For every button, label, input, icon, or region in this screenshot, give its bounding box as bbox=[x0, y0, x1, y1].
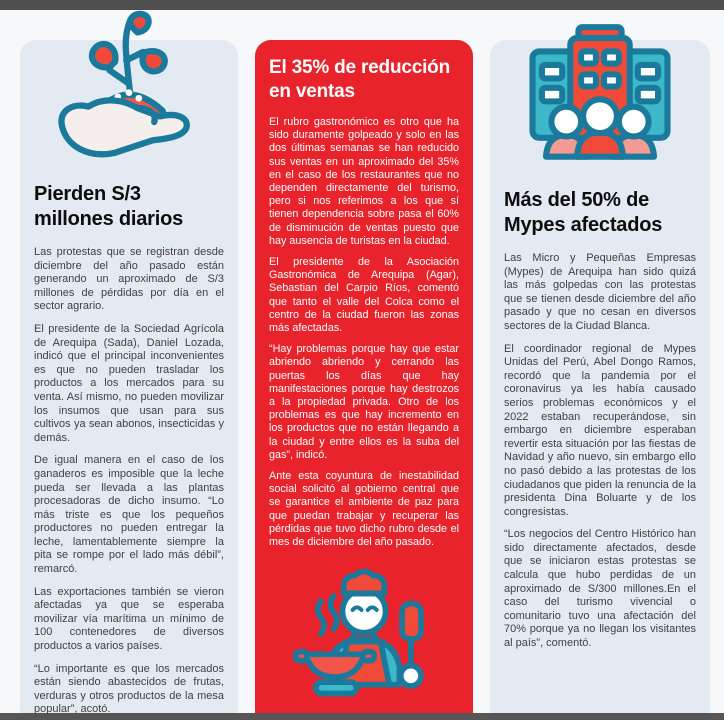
agro-paragraph: “Lo importante es que los mercados están siendo abastecidos de frutas, verduras y otros productos de la mesa popular”, acotó. bbox=[34, 662, 224, 716]
mypes-paragraph: “Los negocios del Centro Histórico han sido directamente afectados, desde que se iniciaron estas protestas se calcula que hubo perdidas de un aproximado de S/300 millones.En el caso del turismo vivencial o comunitario tuvo una afectación del 70% porque ya no llegan los visitantes al país”, comentó. bbox=[504, 528, 696, 650]
agro-card-title: Pierden S/3 millones diarios bbox=[34, 183, 184, 230]
sales-paragraph: Ante esta coyuntura de inestabilidad social solicitó al gobierno central que se garantice el ambiente de paz para que puedan trabajar y recuperar las pérdidas que tuvo dicho rubro desde el mes de diciembre del año pasado. bbox=[269, 470, 459, 549]
mypes-paragraph: Las Micro y Pequeñas Empresas (Mypes) de Arequipa han sido quizá las más golpedas con las protestas que se tienen desde diciembre del año pasado y que no cesan en diversos sectores de la Ciudad Blanca. bbox=[504, 252, 696, 332]
sales-paragraph: El rubro gastronómico es otro que ha sido duramente golpeado y solo en las dos últimas semanas se han reducido sus ventas en un aproximado del 35% en el caso de los restaurantes que no dependen directamente del turismo, pero si nos referimos a los que sí tienen dependencia sobre pasa el 60% de disminución de ventas puesto que hay ausencia de turistas en la ciudad. bbox=[269, 116, 459, 247]
card-agro-losses bbox=[20, 40, 238, 716]
sales-card-body bbox=[255, 40, 473, 549]
mypes-card-title: Más del 50% de Mypes afectados bbox=[504, 189, 663, 236]
agro-paragraph: El presidente de la Sociedad Agrícola de Arequipa (Sada), Daniel Lozada, indicó que el principal inconvenientes es que no pueden trasladar los productos a los mercados para su venta. Así mismo, no pueden movilizar los insumos que usan para sus cultivos ya sean abonos, insecticidas y demás. bbox=[34, 322, 224, 444]
agro-paragraph: Las exportaciones también se vieron afectadas ya que se esperaba movilizar vía marítima un mínimo de 100 contenedores de diversos productos a varios países. bbox=[34, 585, 224, 653]
mypes-paragraph: El coordinador regional de Mypes Unidas del Perú, Abel Dongo Ramos, recordó que la pandemia por el coronavirus ya les había causado serios problemas económicos y el 2022 estaban recuperándose, sin embargo en diciembre esperaban revertir esta situación por las fiestas de Navidad y año nuevo, sin embargo ello no pasó debido a las protestas de los ciudadanos que piden la renuncia de la presidenta Dina Boluarte y de los congresistas. bbox=[504, 342, 696, 518]
agro-paragraph: Las protestas que se registran desde diciembre del año pasado están generando un aproximado de S/3 millones de pérdidas por día en el sector agrario. bbox=[34, 246, 224, 313]
hand-sprout-icon bbox=[45, 10, 213, 178]
card-sales-reduction bbox=[255, 40, 473, 713]
sales-paragraph: “Hay problemas porque hay que estar abriendo abriendo y cerrando las puertas los días que hay manifestaciones porque hay destrozos a la propiedad privada. Otro de los problemas es que hay incremento en los productos que no están llegando a la ciudad y entre ellos es la suba del gas”, indicó. bbox=[269, 343, 459, 461]
sales-paragraph: El presidente de la Asociación Gastronómica de Arequipa (Agar), Sebastian del Carpio Ríos, comentó que tanto el valle del Colca como el centro de la ciudad fueron las zonas más afectadas. bbox=[269, 256, 459, 335]
top-frame-bar bbox=[0, 0, 724, 10]
card-mypes-affected bbox=[490, 40, 710, 713]
buildings-people-icon bbox=[519, 14, 681, 186]
agro-paragraph: De igual manera en el caso de los ganaderos es imposible que la leche pueda ser llevada a las plantas procesadoras de dicho insumo. “Lo más triste es que los pequeños productores no pueden entregar la leche, lamentablemente siempre la pita se rompe por el lado más débil”, remarcó. bbox=[34, 454, 224, 576]
sales-card-title: El 35% de reducción en ventas bbox=[269, 57, 450, 102]
chef-icon bbox=[285, 558, 443, 710]
